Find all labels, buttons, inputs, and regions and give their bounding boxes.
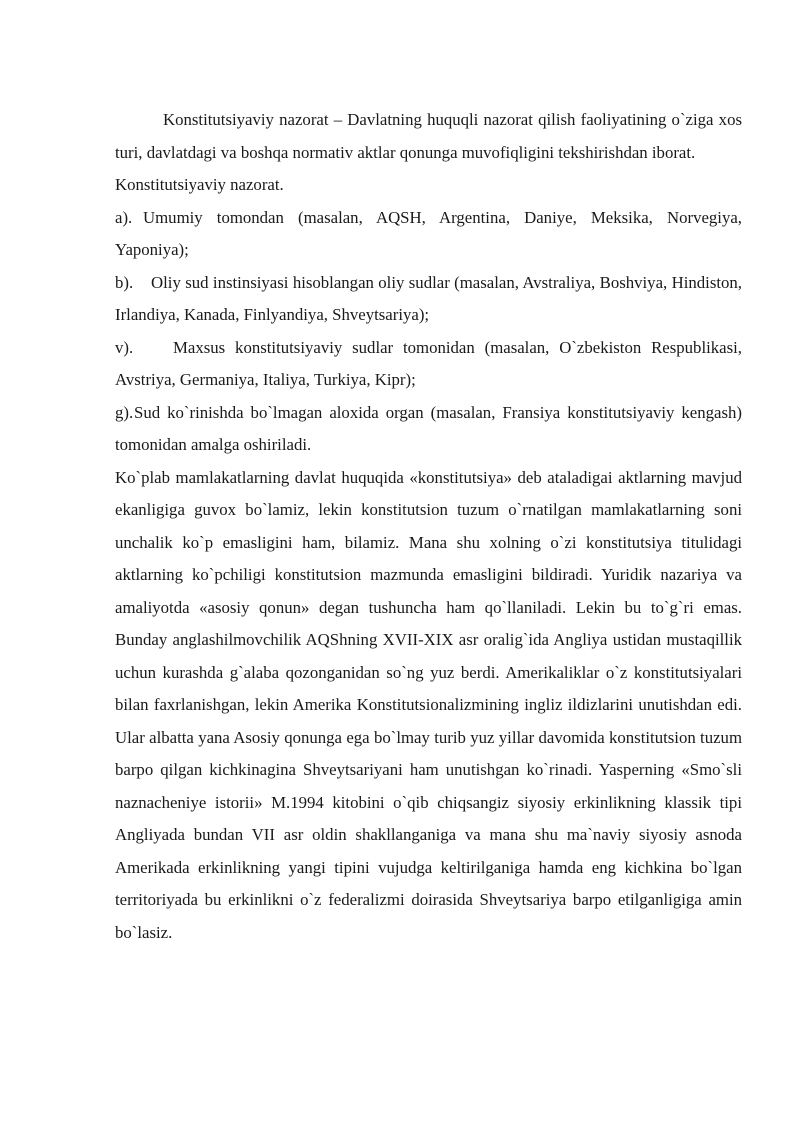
list-item-a [115, 202, 742, 267]
list-item-v [115, 332, 742, 397]
section-heading: Konstitutsiyaviy nazorat. [115, 175, 284, 194]
list-marker: g). [115, 402, 134, 422]
body-paragraph: Ko`plab mamlakatlarning davlat huquqida «konstitutsiya» deb ataladigai aktlarning mavjud ekanligiga guvox bo`lamiz, lekin konstitutsion tuzum o`rnatilgan mamlakatlarning soni unchalik ko`p emasligini ham, bilamiz. Mana shu xolning o`zi konstitutsiya titulidagi aktlarning ko`pchiligi konstitutsion mazmunda emasligini bildiradi. Yuridik nazariya va amaliyotda «asosiy qonun» degan tushuncha ham qo`llaniladi. Lekin bu to`g`ri emas. Bunday anglashilmovchilik AQShning XVII-XIX asr oralig`ida Angliya ustidan mustaqillik uchun kurashda g`alaba qozonganidan so`ng yuz berdi. Amerikaliklar o`z konstitutsiyalari bilan faxrlanishgan, lekin Amerika Konstitutsionalizmining ingliz ildizlarini unutishdan edi. Ular albatta yana Asosiy qonunga ega bo`lmay turib yuz yillar davomida konstitutsion tuzum barpo qilgan kichkinagina Shveytsariyani ham unutishgan ko`rinadi. Yasperning «Smo`sli naznacheniye istorii» M.1994 kitobini o`qib chiqsangiz siyosiy erkinlikning klassik tipi Angliyada bundan VII asr oldin shakllanganiga va mana shu ma`naviy siyosiy asnoda Amerikada erkinlikning yangi tipini vujudga keltirilganiga hamda eng kichkina bo`lgan territoriyada bu erkinlikni o`z federalizmi doirasida Shveytsariya barpo etilganligiga amin bo`lasiz. [115, 467, 742, 942]
list-marker: b). [115, 272, 134, 292]
list-item-text: Umumiy tomondan (masalan, AQSH, Argentina, Daniye, Meksika, Norvegiya, Yaponiya); [115, 207, 742, 259]
list-item-g [115, 397, 742, 462]
list-item-text: Maxsus konstitutsiyaviy sudlar tomonidan (masalan, O`zbekiston Respublikasi, Avstriya, Germaniya, Italiya, Turkiya, Kipr); [115, 337, 742, 389]
list-marker: v). [115, 337, 134, 357]
list-item-text: Oliy sud instinsiyasi hisoblangan oliy sudlar (masalan, Avstraliya, Boshviya, Hindiston, Irlandiya, Kanada, Finlyandiya, Shveytsariya); [115, 272, 742, 324]
list-item-text: Sud ko`rinishda bo`lmagan aloxida organ (masalan, Fransiya konstitutsiyaviy kengash) tomonidan amalga oshiriladi. [115, 402, 742, 454]
list-item-b [115, 267, 742, 332]
list-marker: a). [115, 207, 133, 227]
definition-paragraph: Konstitutsiyaviy nazorat – Davlatning huquqli nazorat qilish faoliyatining o`ziga xos turi, davlatdagi va boshqa normativ aktlar qonunga muvofiqligini tekshirishdan iborat. [115, 110, 742, 162]
